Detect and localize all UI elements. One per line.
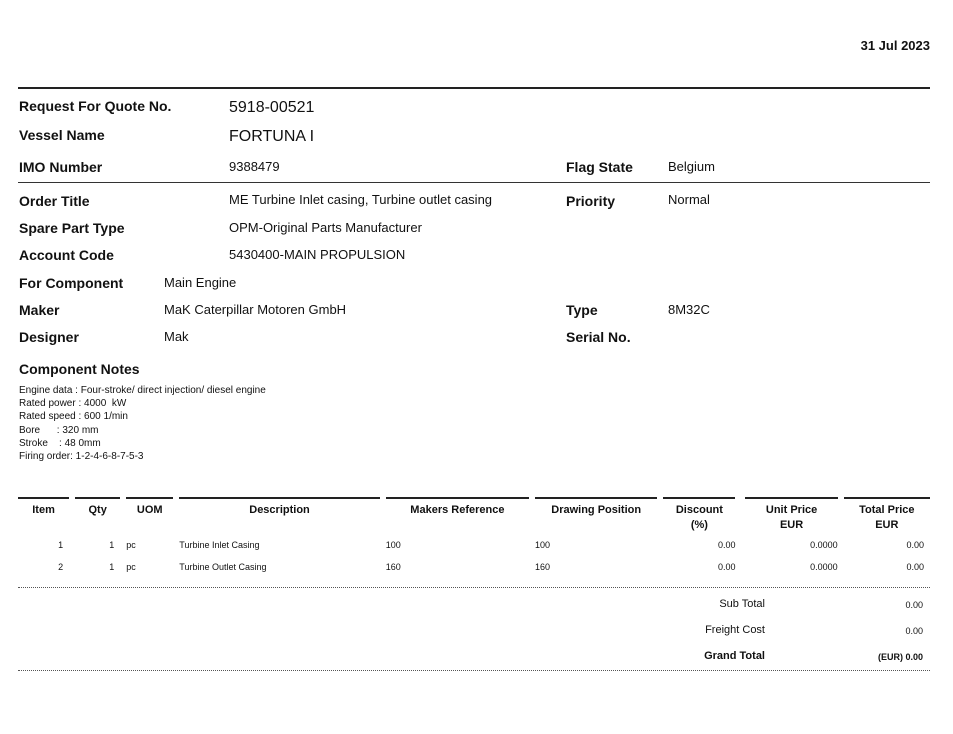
spare-part-type-label: Spare Part Type <box>19 220 125 236</box>
for-component-value: Main Engine <box>164 275 237 290</box>
type-value: 8M32C <box>668 302 710 317</box>
grand-total-label: Grand Total <box>704 650 765 662</box>
imo-number-value: 9388479 <box>229 159 280 174</box>
row-description: Turbine Inlet Casing <box>179 540 260 550</box>
table-row <box>18 556 930 578</box>
vessel-name-label: Vessel Name <box>19 127 105 143</box>
maker-value: MaK Caterpillar Motoren GmbH <box>164 302 347 317</box>
header-drawing-position: Drawing Position <box>535 498 657 534</box>
quote-items-table <box>18 497 930 578</box>
order-title-value: ME Turbine Inlet casing, Turbine outlet casing <box>229 192 493 207</box>
type-label: Type <box>566 302 598 318</box>
row-uom: pc <box>126 540 136 550</box>
header-uom: UOM <box>126 498 173 534</box>
component-notes-title: Component Notes <box>19 361 140 377</box>
row-total-price: 0.00 <box>906 540 924 550</box>
row-drawing-position: 100 <box>535 540 551 550</box>
table-row <box>18 534 930 556</box>
header-divider <box>18 182 930 183</box>
row-qty: 1 <box>109 562 115 572</box>
header-makers-reference: Makers Reference <box>386 498 529 534</box>
flag-state-value: Belgium <box>668 159 715 174</box>
vessel-name-value: FORTUNA I <box>229 128 315 145</box>
spare-part-type-value: OPM-Original Parts Manufacturer <box>229 220 422 235</box>
for-component-label: For Component <box>19 275 124 291</box>
row-drawing-position: 160 <box>535 562 551 572</box>
row-discount: 0.00 <box>717 562 736 572</box>
row-uom: pc <box>126 562 136 572</box>
component-notes-text: Engine data : Four-stroke/ direct injection/ diesel engine Rated power : 4000 kW Rated speed : 600 1/min Bore : 320 mm Stroke : 48 0mm Firing order: 1-2-4-6-8-7-5-3 <box>19 385 266 463</box>
designer-label: Designer <box>19 329 79 345</box>
header-discount: Discount (%) <box>663 498 735 534</box>
row-makers-reference: 100 <box>385 540 401 550</box>
order-title-label: Order Title <box>19 193 90 209</box>
table-header-row <box>18 498 930 534</box>
row-description: Turbine Outlet Casing <box>179 562 267 572</box>
table-end-dotted-divider <box>18 587 930 588</box>
account-code-value: 5430400-MAIN PROPULSION <box>229 247 406 262</box>
row-makers-reference: 160 <box>385 562 401 572</box>
row-unit-price: 0.0000 <box>810 562 838 572</box>
row-unit-price: 0.0000 <box>810 540 838 550</box>
sub-total-label: Sub Total <box>719 598 765 610</box>
row-total-price: 0.00 <box>906 562 924 572</box>
header-description: Description <box>179 498 379 534</box>
sub-total-value: 0.00 <box>905 600 923 610</box>
header-qty: Qty <box>75 498 120 534</box>
grand-total-value: (EUR) 0.00 <box>877 652 923 662</box>
serial-no-label: Serial No. <box>566 329 631 345</box>
row-qty: 1 <box>109 540 115 550</box>
account-code-label: Account Code <box>19 247 114 263</box>
rfq-number-value: 5918-00521 <box>229 99 315 116</box>
row-item: 2 <box>58 562 64 572</box>
designer-value: Mak <box>164 329 189 344</box>
header-unit-price: Unit Price EUR <box>745 498 837 534</box>
rfq-number-label: Request For Quote No. <box>19 98 172 114</box>
row-item: 1 <box>58 540 64 550</box>
maker-label: Maker <box>19 302 60 318</box>
document-date: 31 Jul 2023 <box>860 38 930 53</box>
totals-end-dotted-divider <box>18 670 930 671</box>
priority-value: Normal <box>668 192 710 207</box>
header-item: Item <box>18 498 69 534</box>
header-total-price: Total Price EUR <box>844 498 930 534</box>
freight-cost-label: Freight Cost <box>705 624 765 636</box>
freight-cost-value: 0.00 <box>905 626 923 636</box>
header-top-divider <box>18 87 930 89</box>
flag-state-label: Flag State <box>566 159 633 175</box>
imo-number-label: IMO Number <box>19 159 103 175</box>
priority-label: Priority <box>566 193 616 209</box>
row-discount: 0.00 <box>717 540 736 550</box>
